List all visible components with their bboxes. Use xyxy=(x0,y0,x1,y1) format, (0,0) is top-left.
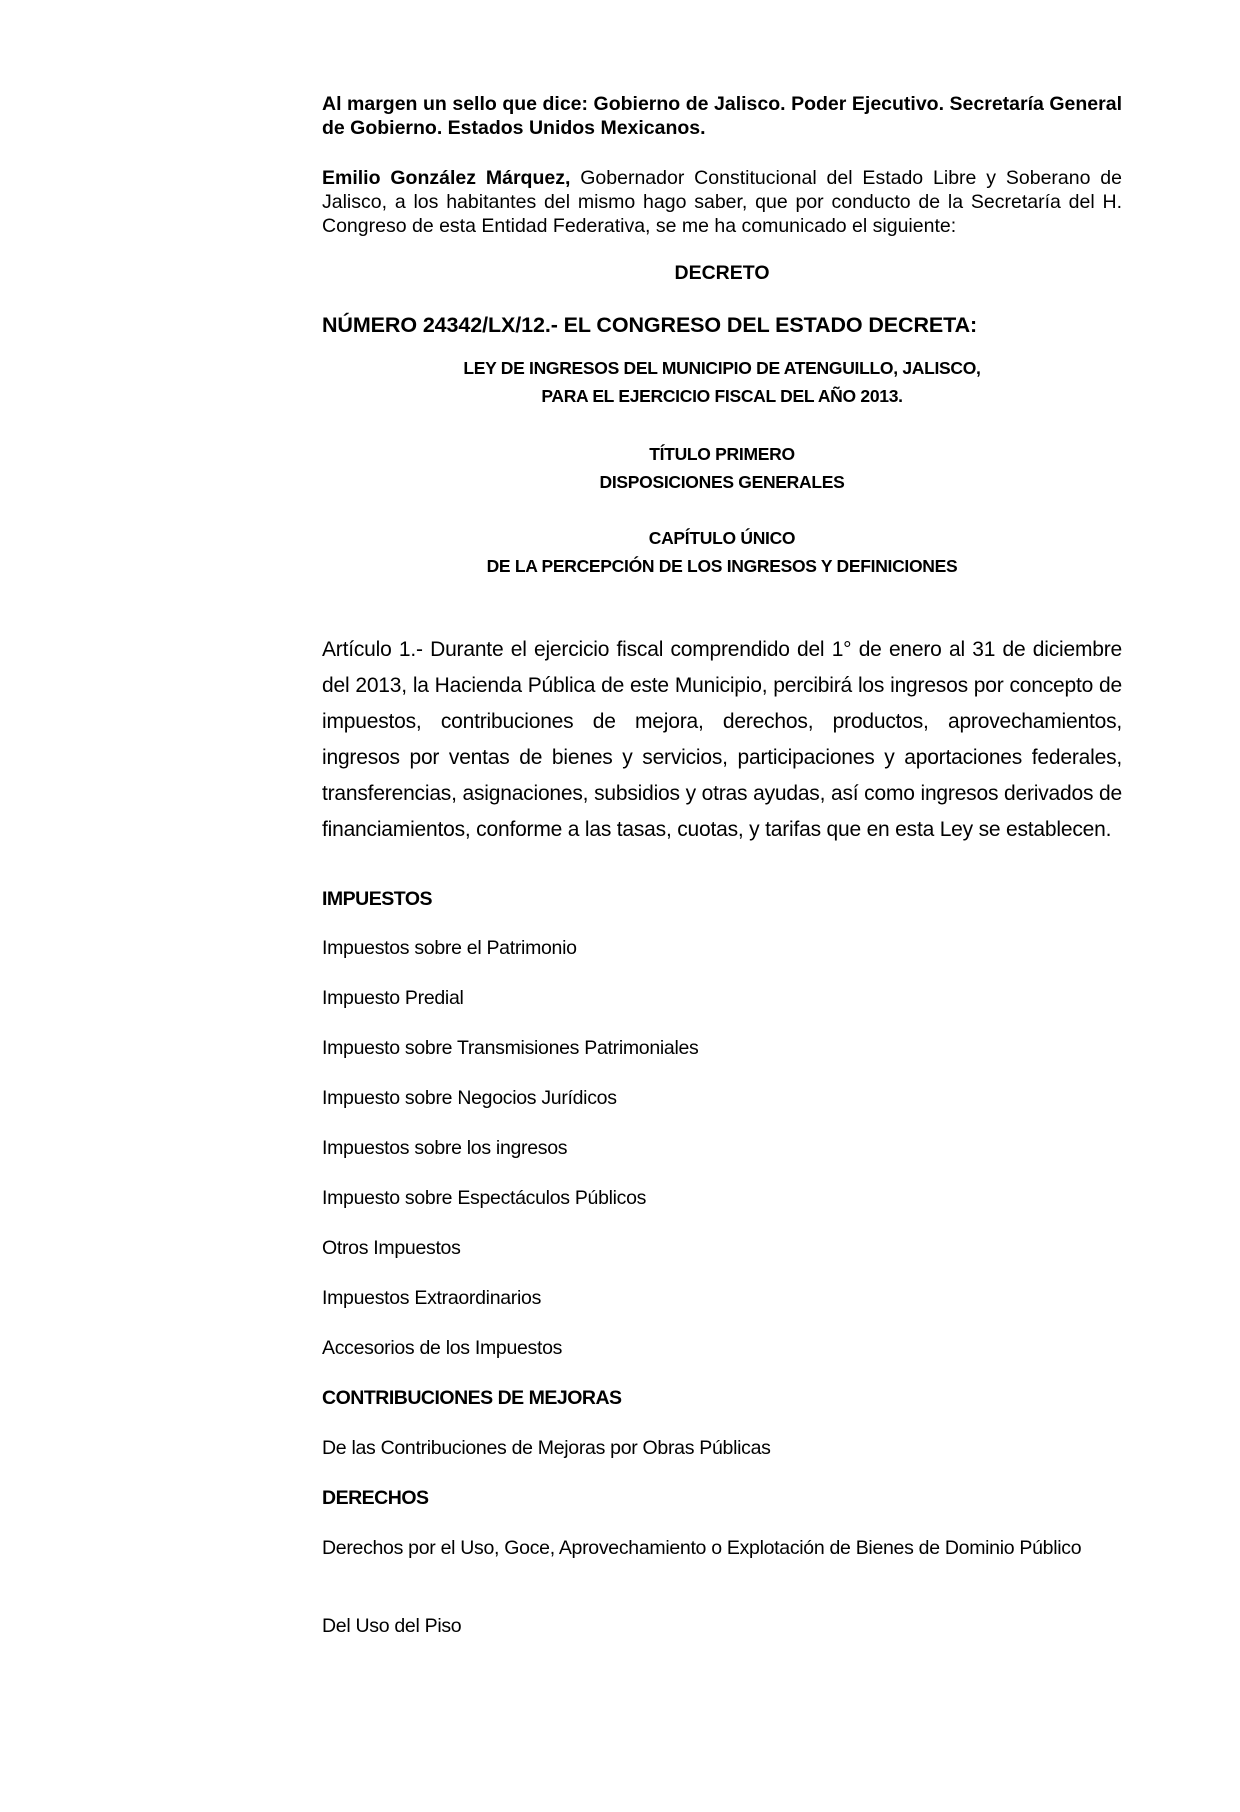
titulo-heading xyxy=(322,440,1122,496)
list-item: Impuesto sobre Transmisiones Patrimoniales xyxy=(322,1037,699,1059)
gobernador-paragraph xyxy=(322,166,1122,238)
list-item: Impuestos Extraordinarios xyxy=(322,1287,542,1309)
gobernador-text: Gobernador Constitucional del Estado Libre y Soberano de Jalisco, a los habitantes del mismo hago saber, que por conducto de la Secretaría del H. Congreso de esta Entidad Federativa, se me ha comunicado el siguiente: xyxy=(322,167,1122,237)
impuestos-heading: IMPUESTOS xyxy=(322,888,432,910)
list-item: Otros Impuestos xyxy=(322,1237,461,1259)
list-item: Impuestos sobre el Patrimonio xyxy=(322,937,577,959)
list-item: Impuesto sobre Espectáculos Públicos xyxy=(322,1187,647,1209)
list-item: Impuestos sobre los ingresos xyxy=(322,1137,568,1159)
contribuciones-heading: CONTRIBUCIONES DE MEJORAS xyxy=(322,1387,622,1409)
derechos-heading: DERECHOS xyxy=(322,1487,429,1509)
list-item: Del Uso del Piso xyxy=(322,1615,462,1637)
decreto-label: DECRETO xyxy=(674,262,770,284)
titulo-line-2: DISPOSICIONES GENERALES xyxy=(599,472,845,492)
list-item: Impuesto Predial xyxy=(322,987,464,1009)
list-item: Derechos por el Uso, Goce, Aprovechamiento o Explotación de Bienes de Dominio Público xyxy=(322,1537,1082,1559)
list-item: Impuesto sobre Negocios Jurídicos xyxy=(322,1087,617,1109)
list-item: Accesorios de los Impuestos xyxy=(322,1337,563,1359)
sello-paragraph: Al margen un sello que dice: Gobierno de Jalisco. Poder Ejecutivo. Secretaría General de Gobierno. Estados Unidos Mexicanos. xyxy=(322,93,1122,139)
ley-title-line-2: PARA EL EJERCICIO FISCAL DEL AÑO 2013. xyxy=(541,386,903,406)
titulo-line-1: TÍTULO PRIMERO xyxy=(649,444,795,464)
decreto-numero: NÚMERO 24342/LX/12.- EL CONGRESO DEL ESTADO DECRETA: xyxy=(322,313,978,337)
capitulo-line-2: DE LA PERCEPCIÓN DE LOS INGRESOS Y DEFINICIONES xyxy=(486,556,958,576)
gobernador-name: Emilio González Márquez, xyxy=(322,167,571,189)
ley-title-line-1: LEY DE INGRESOS DEL MUNICIPIO DE ATENGUILLO, JALISCO, xyxy=(463,358,981,378)
capitulo-heading xyxy=(322,524,1122,580)
ley-title xyxy=(322,354,1122,410)
capitulo-line-1: CAPÍTULO ÚNICO xyxy=(648,528,796,548)
articulo-1-paragraph: Artículo 1.- Durante el ejercicio fiscal comprendido del 1° de enero al 31 de diciembre del 2013, la Hacienda Pública de este Municipio, percibirá los ingresos por concepto de impuestos, contribuciones de mejora, derechos, productos, aprovechamientos, ingresos por ventas de bienes y servicios, participaciones y aportaciones federales, transferencias, asignaciones, subsidios y otras ayudas, así como ingresos derivados de financiamientos, conforme a las tasas, cuotas, y tarifas que en esta Ley se establecen. xyxy=(322,638,1122,841)
list-item: De las Contribuciones de Mejoras por Obras Públicas xyxy=(322,1437,771,1459)
